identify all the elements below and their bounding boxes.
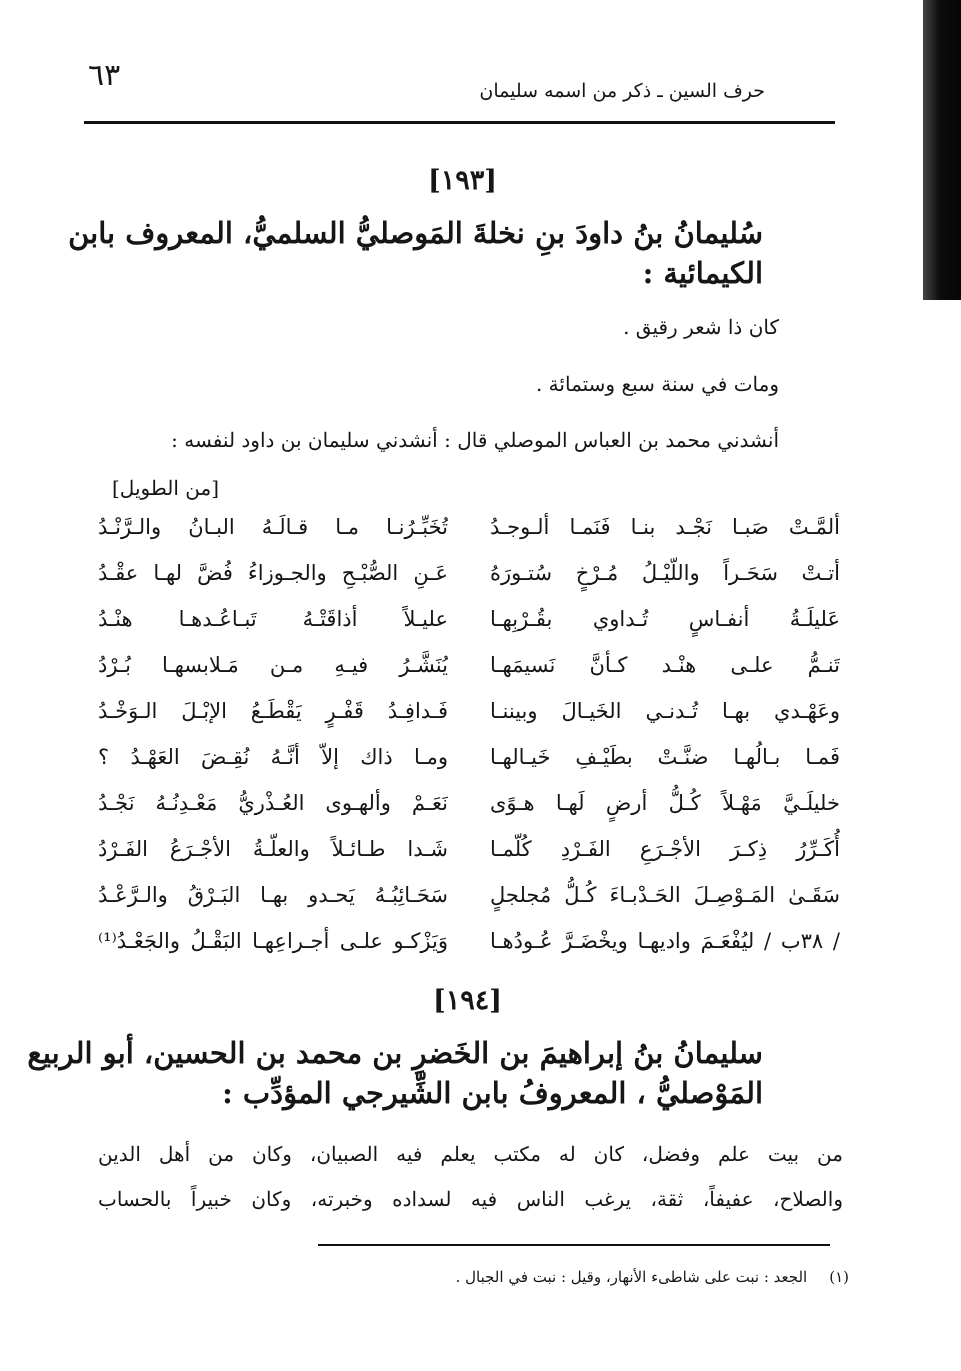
biography-line-1: من بيت علم وفضل، كان له مكتب يعلم فيه الصبيان، وكان من أهل الدين — [98, 1142, 843, 1166]
verse — [0, 643, 961, 688]
footnote-mark: (١) — [829, 1268, 849, 1286]
entry-193-title-line-1: سُليمانُ بنُ داودَ بنِ نخلةَ المَوصليُّ السلميُّ، المعروف بابن — [68, 216, 763, 250]
verse — [0, 689, 961, 734]
header-rule — [84, 121, 835, 124]
scan-edge-shadow — [923, 0, 961, 300]
verse — [0, 735, 961, 780]
verse-second-hemistich: تُخَبِّـرُنـا مـا قـالَـهُ البـانُ والـرَّنْـدُ — [98, 515, 448, 539]
verse-first-hemistich: عَليلَـةُ أنفـاسٍ تُـداوي بقُـرْبِهـا — [490, 607, 840, 631]
biography-line-2: والصلاح، عفيفاً، ثقة، يرغب الناس فيه لسداده وخبرته، وكان خبيراً بالحساب — [98, 1187, 843, 1211]
entry-194-title — [27, 1033, 763, 1113]
verse — [0, 827, 961, 872]
running-title: حرف السين ـ ذكر من اسمه سليمان — [479, 80, 765, 102]
entry-193-title-line-2: الكيمائية : — [642, 256, 763, 290]
verse-first-hemistich: تَنـمُّ علـى هنْـد كـأنَّ نَسيمَهـا — [490, 653, 840, 677]
verse-second-hemistich: عَـنِ الصُّبْـحِ والجـوزاءُ فُضَّ لهـا عقْـدُ — [98, 561, 448, 585]
verse-first-hemistich: / ٣٨ب / ليُفْعَـمَ واديهـا ويخْضَـرَّ عُـودُهـا — [490, 929, 840, 953]
footnote — [456, 1268, 849, 1286]
verse — [0, 597, 961, 642]
verse-first-hemistich: ألمَّـتْ صَبـا نَجْـد بنـا فَنَمـا ألـوجـدُ — [490, 515, 840, 539]
footnote-text: الجعد : نبت على شاطىء الأنهار، وقيل : نبت في الجبال . — [455, 1268, 808, 1286]
verse — [0, 505, 961, 550]
verse — [0, 781, 961, 826]
footnote-rule — [318, 1244, 830, 1246]
poem — [0, 505, 961, 965]
entry-193-title — [68, 213, 763, 293]
verse-second-hemistich: شَـدا طـائـلاً والعلّـةُ الأجْـرَعُ الفَـرْدُ — [98, 837, 448, 861]
verse-second-hemistich: عليـلاً أذاقَتْـهُ تَبـاعُـدهـا هنْـدُ — [98, 607, 448, 631]
verse-second-hemistich: ومـا ذاك إلاّ أنَّـهُ نُقِـضَ العَهْـدُ ؟ — [98, 745, 448, 769]
verse-second-hemistich: فَـدافِـدُ قَفْـرٍ يَقْطَـعُ الإبْـلَ الـوَخْـدُ — [98, 699, 448, 723]
verse-second-hemistich: سَحَـائِبُـهُ يَحـدو بهـا البَـرْقُ والـرَّعْـدُ — [98, 883, 448, 907]
entry-193-paragraph-3: أنشدني محمد بن العباس الموصلي قال : أنشدني سليمان بن داود لنفسه : — [171, 428, 779, 452]
verse-first-hemistich: أُكَـرِّرُ ذِكـرَ الأجْـرَعِ الفَـرْدِ كُلّمـا — [490, 837, 840, 861]
entry-193-number: [١٩٣] — [428, 165, 498, 196]
entry-194-number: [١٩٤] — [433, 985, 503, 1016]
verse-second-hemistich: وَيَزْكـو علـى أجـراعِهـا البَقْـلُ والجَعْـدُ⁽¹⁾ — [98, 929, 448, 953]
verse-first-hemistich: سَقَـىٰ المَـوْصِـلَ الحَـدْبـاءَ كُـلُّ مُجلجلٍ — [490, 883, 840, 907]
entry-193-paragraph-1: كان ذا شعر رقيق . — [623, 315, 779, 339]
verse-first-hemistich: وعَهْـدي بهـا تُـدنـي الخَيـالَ وبيننـا — [490, 699, 840, 723]
verse-first-hemistich: خليلَـيَّ مَهْـلاً كُـلُّ أرضٍ لَهـا هـوًى — [490, 791, 840, 815]
entry-194-biography — [98, 1132, 843, 1222]
verse — [0, 919, 961, 964]
entry-193-paragraph-2: ومات في سنة سبع وستمائة . — [535, 372, 779, 396]
verse — [0, 551, 961, 596]
poem-meter: [من الطويل] — [112, 476, 220, 500]
verse-second-hemistich: يُنَشَّـرُ فيـهِ مـن مَـلابسهـا بُـرْدُ — [98, 653, 448, 677]
verse-first-hemistich: فَمـا بـالُهـا ضنَّـتْ بطَيْـفِ خَيـالهـا — [490, 745, 840, 769]
verse-first-hemistich: أتـتْ سَحَـراً واللّيْـلُ مُـرْخٍ سُتـورَهُ — [490, 561, 840, 585]
verse-second-hemistich: نَعَـمْ وألهـوى العُـذْريُّ مَعْـدِنُـهُ نَجْـدُ — [98, 791, 448, 815]
entry-194-title-line-1: سليمانُ بنُ إبراهيمَ بن الخَضرِ بن محمد بن الحسين، أبو الربيع — [27, 1036, 763, 1070]
entry-194-title-line-2: المَوْصليُّ ، المعروفُ بابن الشِّيرجي المؤدِّب : — [222, 1076, 763, 1110]
verse — [0, 873, 961, 918]
page-number: ٦٣ — [88, 58, 121, 93]
